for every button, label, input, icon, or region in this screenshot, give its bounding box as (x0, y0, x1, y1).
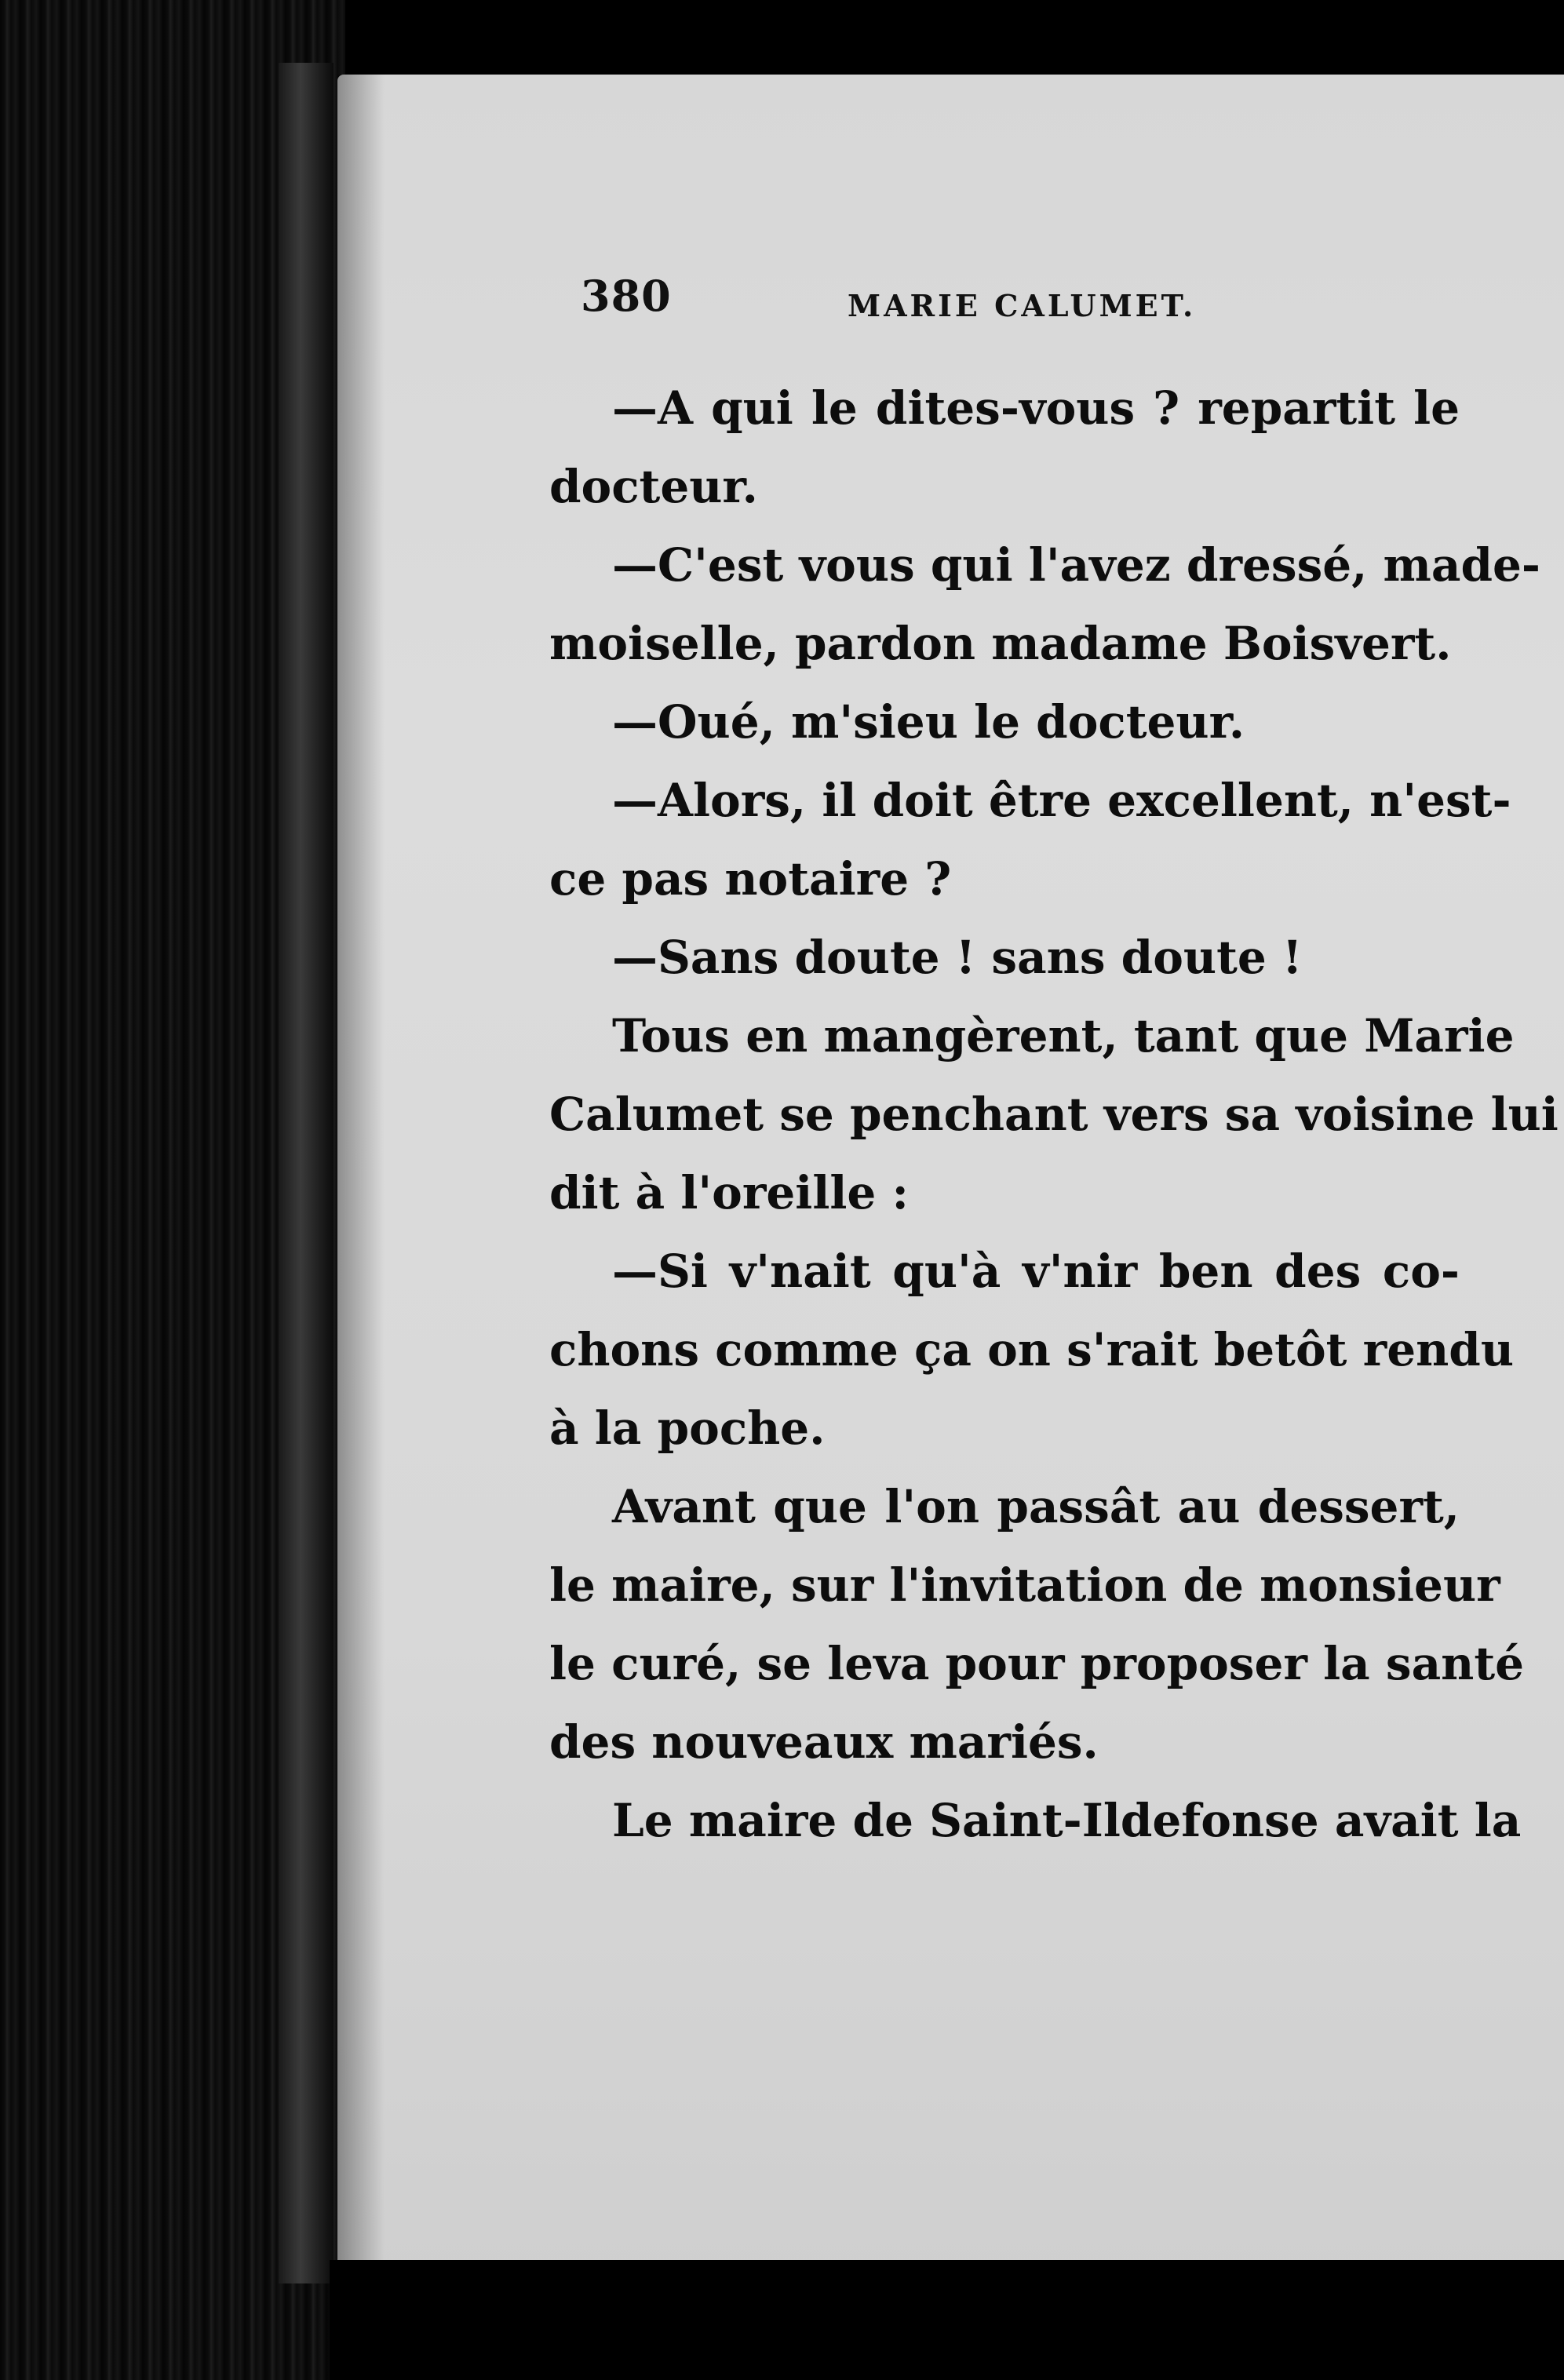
text-line: Avant que l'on passât au dessert, (612, 1480, 1460, 1533)
page-header (581, 271, 1287, 333)
running-title: MARIE CALUMET. (848, 288, 1197, 323)
text-line: —Sans doute ! sans doute ! (612, 931, 1303, 984)
text-line: Calumet se penchant vers sa voisine lui (549, 1088, 1559, 1141)
text-line: —Oué, m'sieu le docteur. (612, 695, 1245, 749)
text-line: le maire, sur l'invitation de monsieur (549, 1558, 1500, 1612)
page-number: 380 (581, 271, 672, 321)
text-line: des nouveaux mariés. (549, 1715, 1099, 1769)
text-line: le curé, se leva pour proposer la santé (549, 1637, 1525, 1690)
book-page-edge (0, 0, 345, 2380)
text-line: docteur. (549, 460, 758, 513)
text-line: —C'est vous qui l'avez dressé, made- (612, 538, 1540, 592)
body-text (549, 369, 1559, 1860)
text-line: dit à l'oreille : (549, 1166, 909, 1219)
text-line: moiselle, pardon madame Boisvert. (549, 617, 1452, 670)
text-line: ce pas notaire ? (549, 852, 952, 906)
text-line: chons comme ça on s'rait betôt rendu (549, 1323, 1514, 1376)
scan-bottom-border (330, 2260, 1564, 2380)
text-line: à la poche. (549, 1401, 826, 1455)
text-line: Tous en mangèrent, tant que Marie (612, 1009, 1515, 1062)
text-line: —A qui le dites-vous ? repartit le (612, 381, 1460, 435)
text-line: —Alors, il doit être excellent, n'est- (612, 774, 1511, 827)
text-line: —Si v'nait qu'à v'nir ben des co- (612, 1245, 1460, 1298)
text-line: Le maire de Saint-Ildefonse avait la (612, 1794, 1522, 1847)
